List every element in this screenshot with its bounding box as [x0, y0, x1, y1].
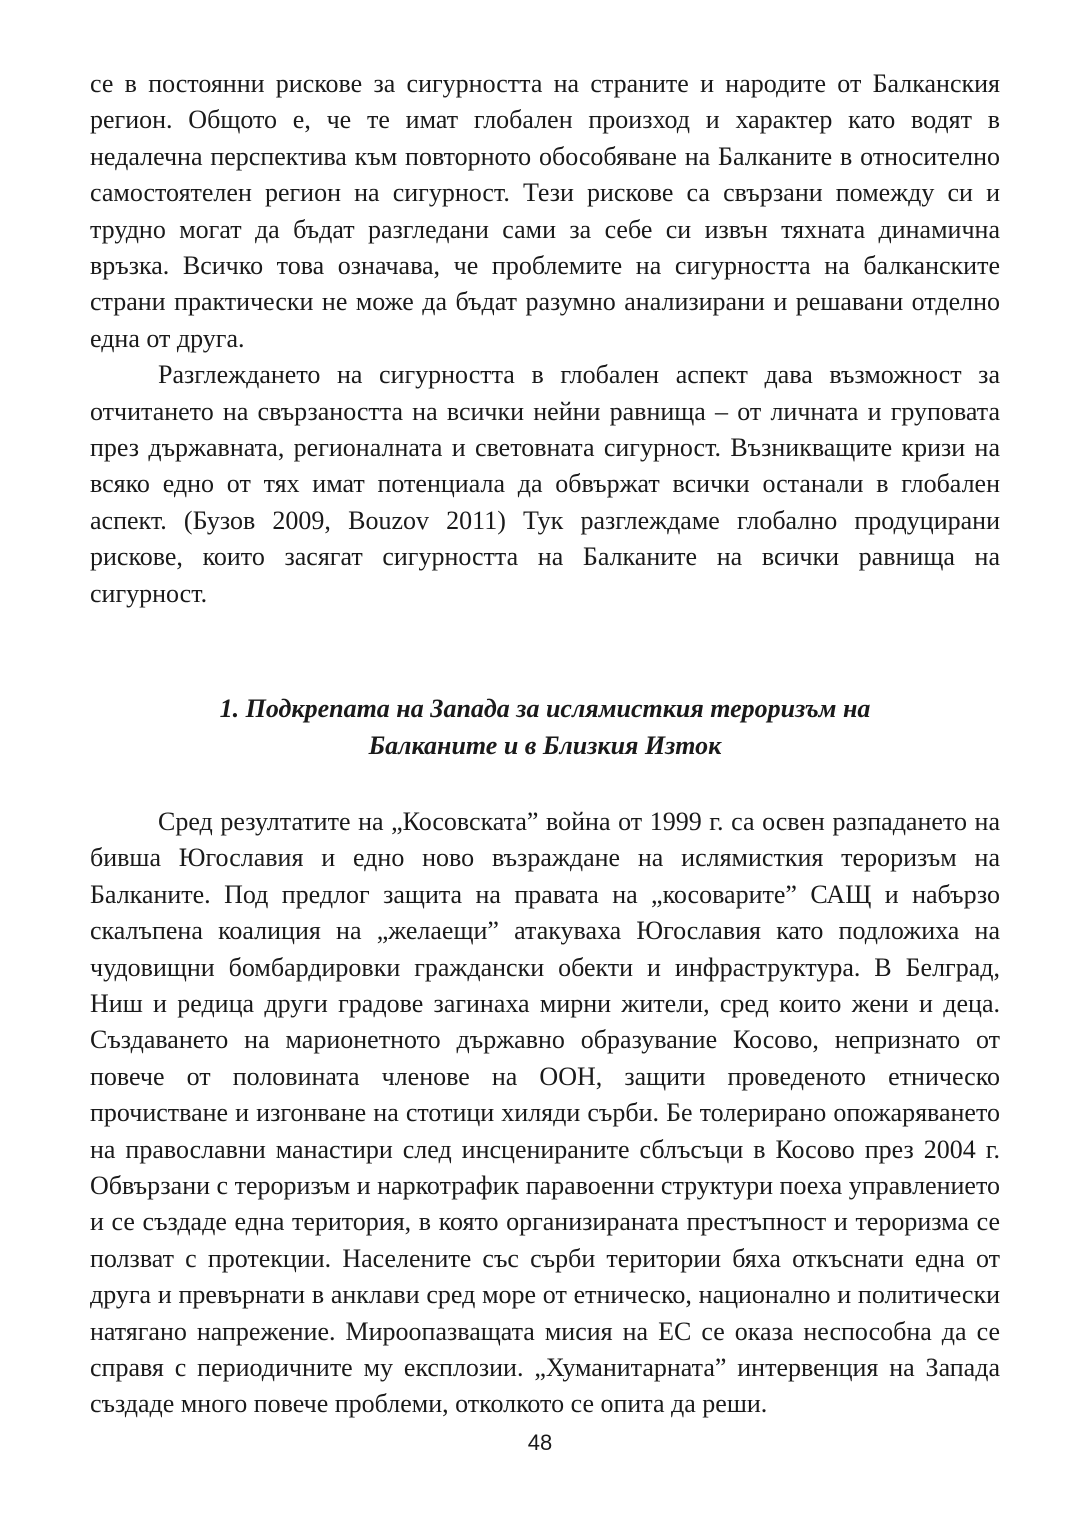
section-heading	[90, 691, 1000, 764]
section-heading-line-2: Балканите и в Близкия Изток	[368, 730, 722, 760]
section-heading-line-1: 1. Подкрепата на Запада за ислямисткия тероризъм на	[219, 694, 871, 724]
body-paragraph-1: се в постоянни рискове за сигурността на страните и народите от Балканския регион. Общото е, че те имат глобален произход и характер като водят в недалечна перспектива към повторното обособяване на Балканите в относително самостоятелен регион на сигурност. Тези рискове са свързани помежду си и трудно могат да бъдат разгледани сами за себе си извън тяхната динамична връзка. Всичко това означава, че проблемите на сигурността на балканските страни практически не може да бъдат разумно анализирани и решавани отделно една от друга.	[90, 69, 1000, 353]
page-number: 48	[527, 1430, 553, 1455]
body-paragraph-3: Сред резултатите на „Косовската” война от 1999 г. са освен разпадането на бивша Югославия и едно ново възраждане на ислямисткия тероризъм на Балканите. Под предлог защита на правата на „косоварите” САЩ и набързо скалъпена коалиция на „желаещи” атакуваха Югославия като подложиха на чудовищни бомбардировки граждански обекти и инфраструктура. В Белград, Ниш и редица други градове загинаха мирни жители, сред които жени и деца. Създаването на марионетното държавно образувание Косово, непризнато от повече от половината членове на ООН, защити проведеното етническо прочистване и изгонване на стотици хиляди сърби. Бе толерирано опожаряването на православни манастири след инсценираните сблъсъци в Косово през 2004 г. Обвързани с тероризъм и наркотрафик паравоенни структури поеха управлението и се създаде една територия, в която организираната престъпност и тероризма се ползват с протекции. Населените със сърби територии бяха откъснати една от друга и превърнати в анклави сред море от етническо, национално и политически натягано напрежение. Мироопазващата мисия на ЕС се оказа неспособна да се справя с периодичните му експлозии. „Хуманитарната” интервенция на Запада създаде много повече проблеми, отколкото се опита да реши.	[90, 806, 1000, 1419]
page-body	[90, 66, 1000, 1423]
body-paragraph-2: Разглеждането на сигурността в глобален аспект дава възможност за отчитането на свързаността на всички нейни равнища – от личната и груповата през държавната, регионалната и световната сигурност. Възникващите кризи на всяко едно от тях имат потенциала да обвържат всички останали в глобален аспект. (Бузов 2009, Bouzov 2011) Тук разглеждаме глобално продуцирани рискове, които засягат сигурността на Балканите на всички равнища на сигурност.	[90, 360, 1000, 608]
